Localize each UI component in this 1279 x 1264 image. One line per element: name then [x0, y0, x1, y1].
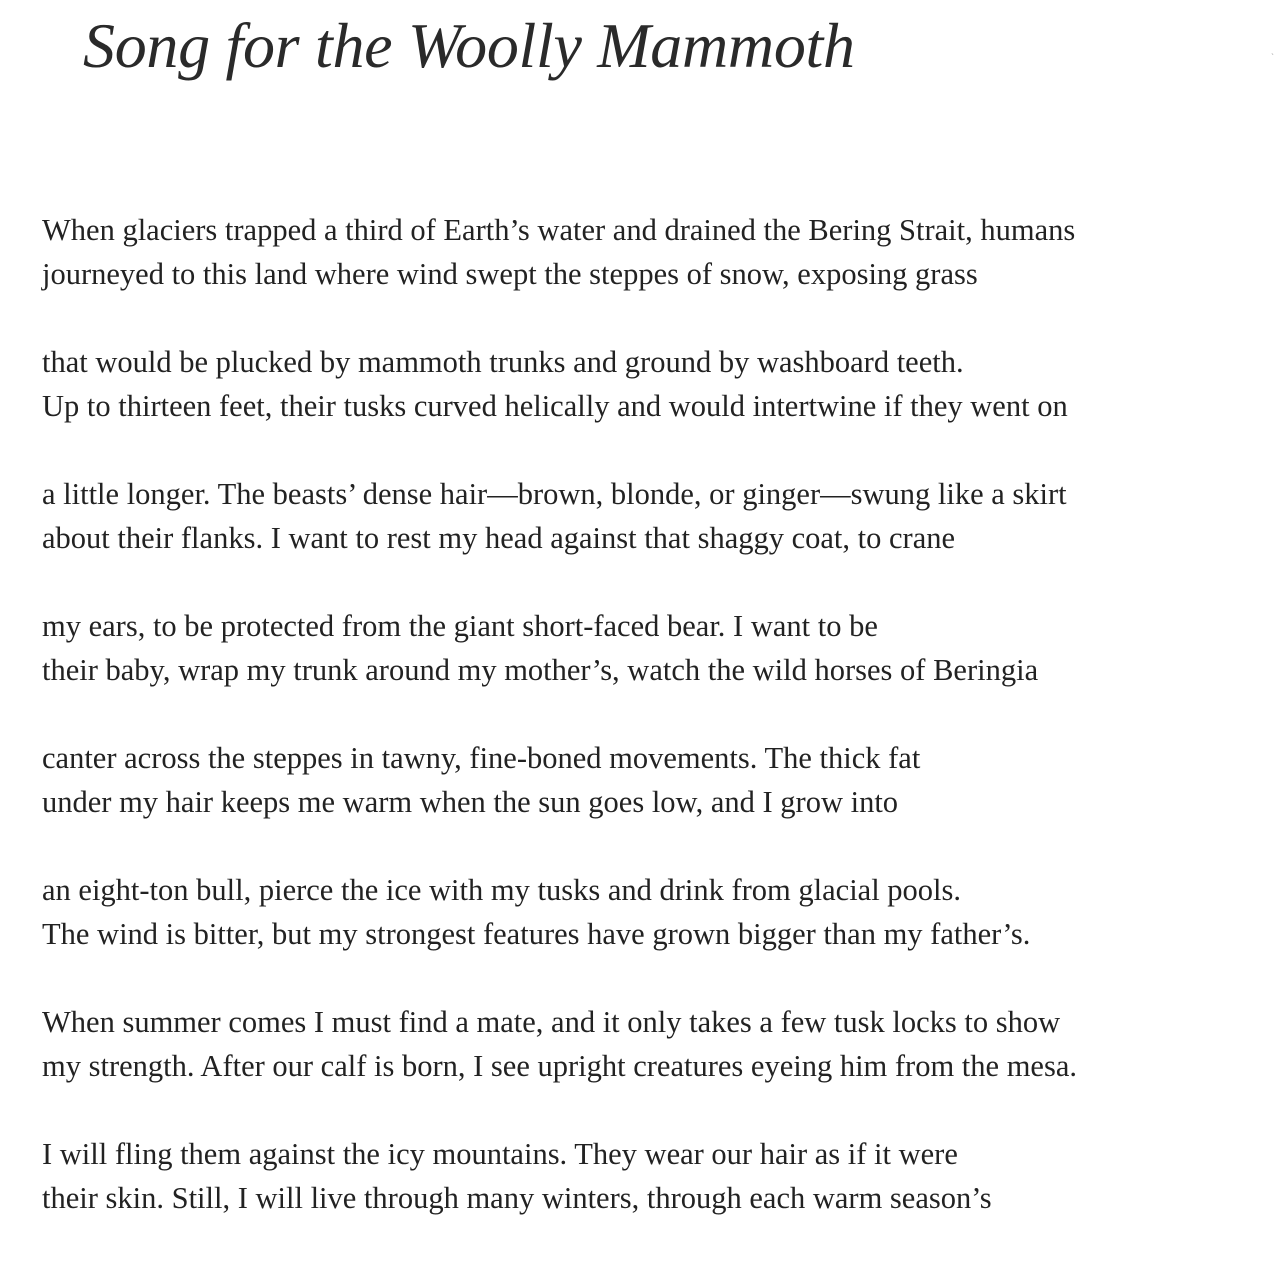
- poem-line: their skin. Still, I will live through many winters, through each warm season’s: [42, 1181, 992, 1215]
- poem-line: my ears, to be protected from the giant short-faced bear. I want to be: [42, 609, 878, 643]
- poem-body: [42, 208, 1262, 1264]
- stanza: [42, 1000, 1262, 1132]
- poem-line: an eight-ton bull, pierce the ice with my tusks and drink from glacial pools.: [42, 873, 962, 907]
- stanza: [42, 736, 1262, 868]
- stanza: [42, 208, 1262, 340]
- poem-line: a little longer. The beasts’ dense hair—brown, blonde, or ginger—swung like a skirt: [42, 477, 1067, 511]
- poem-line: canter across the steppes in tawny, fine-boned movements. The thick fat: [42, 741, 921, 775]
- stanza: [42, 472, 1262, 604]
- poem-line: that would be plucked by mammoth trunks and ground by washboard teeth.: [42, 345, 964, 379]
- poem-title: Song for the Woolly Mammoth: [83, 10, 855, 81]
- poem-line: about their flanks. I want to rest my head against that shaggy coat, to crane: [42, 521, 956, 555]
- poem-line: Up to thirteen feet, their tusks curved helically and would intertwine if they went on: [42, 389, 1068, 423]
- poem-line: I will fling them against the icy mountains. They wear our hair as if it were: [42, 1137, 958, 1171]
- corner-mark: ˎ: [1271, 45, 1274, 55]
- stanza: [42, 1132, 1262, 1264]
- poem-line: When summer comes I must find a mate, and it only takes a few tusk locks to show: [42, 1005, 1061, 1039]
- poem-line: under my hair keeps me warm when the sun goes low, and I grow into: [42, 785, 899, 819]
- poem-line: When glaciers trapped a third of Earth’s water and drained the Bering Strait, humans: [42, 213, 1076, 247]
- poem-line: journeyed to this land where wind swept the steppes of snow, exposing grass: [42, 257, 978, 291]
- stanza: [42, 604, 1262, 736]
- stanza: [42, 868, 1262, 1000]
- poem-line: my strength. After our calf is born, I see upright creatures eyeing him from the mesa.: [42, 1049, 1077, 1083]
- poem-line: their baby, wrap my trunk around my mother’s, watch the wild horses of Beringia: [42, 653, 1039, 687]
- stanza: [42, 340, 1262, 472]
- poem-line: The wind is bitter, but my strongest features have grown bigger than my father’s.: [42, 917, 1031, 951]
